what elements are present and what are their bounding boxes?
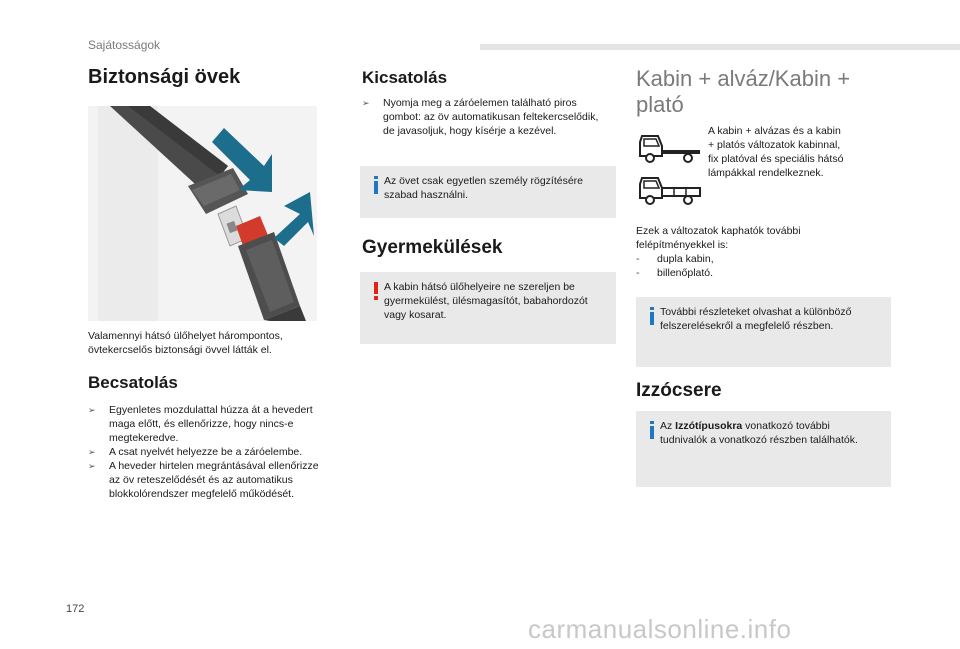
warning-line: A kabin hátsó ülőhelyeire ne szereljen be xyxy=(384,281,575,293)
note-text xyxy=(660,419,858,447)
watermark: carmanualsonline.info xyxy=(528,614,792,644)
info-note-details xyxy=(636,297,891,367)
options-intro xyxy=(636,224,886,252)
note-line: szabad használni. xyxy=(384,189,469,201)
list-item xyxy=(362,96,617,138)
cab-description xyxy=(708,124,888,180)
info-icon xyxy=(646,307,658,325)
note-rest: vonatkozó további xyxy=(742,420,830,432)
list-item-line: az öv reteszelődését és az automatikus xyxy=(109,474,293,486)
warning-text xyxy=(384,280,588,322)
note-line: felszerelésekről a megfelelő részben. xyxy=(660,320,834,332)
arrow-bullet-icon: ➢ xyxy=(362,98,370,108)
warning-note-child-seats xyxy=(360,272,616,344)
list-item-line: Egyenletes mozdulattal húzza át a hevedert xyxy=(109,404,313,416)
arrow-bullet-icon: ➢ xyxy=(88,405,96,415)
seatbelt-caption xyxy=(88,329,328,357)
list-item-line: blokkolórendszer megfelelő működését. xyxy=(109,488,295,500)
caption-line: Valamennyi hátsó ülőhelyet hárompontos, xyxy=(88,330,283,342)
list-item-line: A csat nyelvét helyezze be a záróelembe. xyxy=(109,446,303,458)
list-item-line: dupla kabin, xyxy=(657,253,714,265)
info-note-single-person xyxy=(360,166,616,218)
title-seatbelts: Biztonsági övek xyxy=(88,66,241,88)
note-prefix: Az xyxy=(660,420,676,432)
kicsatolas-list xyxy=(362,96,617,138)
intro-line: felépítményekkel is: xyxy=(636,239,729,251)
dash-bullet: - xyxy=(636,253,640,265)
section-label: Sajátosságok xyxy=(88,38,161,52)
dash-bullet: - xyxy=(636,267,640,279)
note-line: További részleteket olvashat a különböző xyxy=(660,306,852,318)
title-line: Kabin + alváz/Kabin + xyxy=(636,66,851,91)
title-cab-chassis xyxy=(636,66,876,118)
seatbelt-buckle-image xyxy=(88,106,317,321)
list-item-line: de javasoljuk, hogy kísérje a kezével. xyxy=(383,125,557,137)
description-line: fix platóval és speciális hátsó xyxy=(708,153,844,165)
header-bar xyxy=(480,44,960,50)
chassis-cab-icon xyxy=(638,130,704,166)
note-text xyxy=(660,305,851,333)
title-kicsatolas: Kicsatolás xyxy=(362,68,448,87)
list-item xyxy=(636,252,886,266)
list-item-line: maga előtt, és ellenőrizze, hogy nincs-e xyxy=(109,418,294,430)
description-line: A kabin + alvázas és a kabin xyxy=(708,125,841,137)
title-line: plató xyxy=(636,92,684,117)
list-item xyxy=(88,403,338,445)
arrow-bullet-icon: ➢ xyxy=(88,447,96,457)
page-number: 172 xyxy=(66,603,85,615)
title-izzocsere: Izzócsere xyxy=(636,380,722,401)
list-item-line: A heveder hirtelen megrántásával ellenőrizze xyxy=(109,460,319,472)
title-becsatolas: Becsatolás xyxy=(88,373,178,392)
info-icon xyxy=(370,176,382,194)
list-item-line: megtekeredve. xyxy=(109,432,179,444)
description-line: + platós változatok kabinnal, xyxy=(708,139,841,151)
info-note-bulbs xyxy=(636,411,891,487)
arrow-bullet-icon: ➢ xyxy=(88,461,96,471)
info-icon xyxy=(646,421,658,439)
note-line: tudnivalók a vonatkozó részben találhatók. xyxy=(660,434,858,446)
seatbelt-illustration xyxy=(88,106,317,321)
note-line xyxy=(660,419,858,433)
warning-line: gyermekülést, ülésmagasítót, babahordozót xyxy=(384,295,588,307)
list-item xyxy=(636,266,886,280)
title-gyermekulesek: Gyermekülések xyxy=(362,237,503,258)
list-item-line: gombot: az öv automatikusan feltekercselődik, xyxy=(383,111,599,123)
warning-line: vagy kosarat. xyxy=(384,309,447,321)
description-line: lámpákkal rendelkeznek. xyxy=(708,167,824,179)
intro-line: Ezek a változatok kaphatók további xyxy=(636,225,801,237)
warning-icon xyxy=(370,282,382,300)
platform-cab-icon xyxy=(638,172,704,208)
list-item xyxy=(88,459,338,501)
list-item xyxy=(88,445,338,459)
note-line: Az övet csak egyetlen személy rögzítésére xyxy=(384,175,584,187)
caption-line: övtekercselős biztonsági övvel látták el. xyxy=(88,344,272,356)
list-item-line: Nyomja meg a záróelemen található piros xyxy=(383,97,577,109)
becsatolas-list xyxy=(88,403,338,501)
note-text xyxy=(384,174,583,202)
options-list xyxy=(636,252,886,280)
list-item-line: billenőplató. xyxy=(657,267,714,279)
bulb-types-link-text: Izzótípusokra xyxy=(675,420,743,432)
